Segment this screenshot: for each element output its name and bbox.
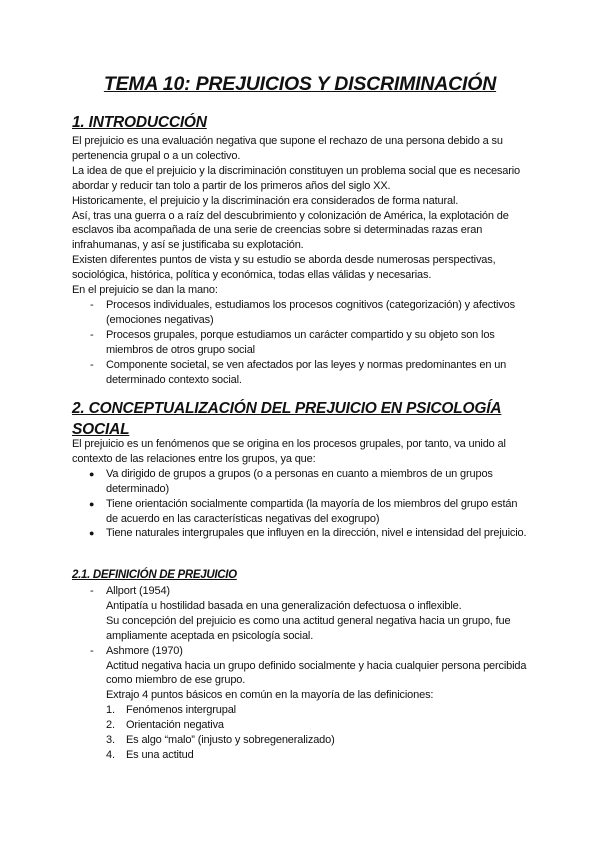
list-item: ● Va dirigido de grupos a grupos (o a personas en cuanto a miembros de un grupos determinado) [89,467,493,495]
dash-marker: - [90,328,94,341]
dash-list [72,298,532,387]
dash-marker: - [90,585,94,597]
subsection-definicion-body [72,584,532,763]
author-name: Allport (1954) [106,585,170,597]
paragraph: El prejuicio es un fenómenos que se origina en los procesos grupales, por tanto, va unido al contexto de las relaciones entre los grupos, ya que: [72,438,506,465]
bullet-marker: ● [89,498,95,509]
list-item: 4. Es una actitud [106,748,194,761]
numbered-list [72,703,532,763]
paragraph: La idea de que el prejuicio y la discriminación constituyen un problema social que es necesario abordar y reducir tan tolo a partir de los primeros años del siglo XX. [72,164,521,192]
bullet-marker: ● [89,528,95,539]
list-item: ● Tiene naturales intergrupales que influyen en la dirección, nivel e intensidad del prejuicio. [89,527,527,540]
list-item: 1. Fenómenos intergrupal [106,704,236,717]
paragraph: Así, tras una guerra o a raíz del descubrimiento y colonización de América, la explotación de esclavos iba acompañada de una serie de creencias sobre si determinadas razas eran infrahumanas, y así se justificaba su explotación. [72,209,509,252]
list-item: - Componente societal, se ven afectados por las leyes y normas predominantes en un determinado contexto social. [90,358,507,386]
list-item-ashmore: - Ashmore (1970) Actitud negativa hacia un grupo definido socialmente y hacia cualquier persona percibida como miembro de ese grupo. Extrajo 4 puntos básicos en común en la mayoría de las definiciones: [72,644,532,704]
dash-marker: - [90,644,94,657]
list-item: ● Tiene orientación socialmente compartida (la mayoría de los miembros del grupo están de acuerdo en las características negativas del exogrupo) [89,497,518,525]
bullet-marker: ● [89,468,95,479]
list-item: 3. Es algo “malo” (injusto y sobregeneralizado) [106,734,335,747]
section-heading-conceptualizacion: 2. CONCEPTUALIZACIÓN DEL PREJUICIO EN PSICOLOGÍA SOCIAL [72,400,502,438]
document-title: TEMA 10: PREJUICIOS Y DISCRIMINACIÓN [103,73,497,95]
section-introduccion-body [72,134,532,387]
list-item-allport: - Allport (1954) Antipatía u hostilidad basada en una generalización defectuosa o inflexible. Su concepción del prejuicio es como una actitud general negativa hacia un grupo, fue ampliamente aceptada en psicología social. [72,584,532,644]
section-conceptualizacion-body [72,437,532,541]
dash-marker: - [90,298,94,311]
list-item: - Procesos individuales, estudiamos los procesos cognitivos (categorización) y afectivos (emociones negativas) [90,298,515,326]
list-item: - Procesos grupales, porque estudiamos un carácter compartido y su objeto son los miembros de otros grupo social [90,328,495,356]
paragraph: El prejuicio es una evaluación negativa que supone el rechazo de una persona debido a su pertenencia grupal o a un colectivo. [72,135,503,162]
paragraph: Historicamente, el prejuicio y la discriminación era considerados de forma natural. [72,194,459,207]
author-name: Ashmore (1970) [106,644,183,657]
paragraph: Existen diferentes puntos de vista y su estudio se aborda desde numerosas perspectivas, sociológica, histórica, política y económica, todas ellas válidas y necesarias. [72,254,496,282]
bullet-list [72,467,532,542]
dash-marker: - [90,358,94,371]
dash-list [72,584,532,703]
subsection-heading-definicion: 2.1. DEFINICIÓN DE PREJUICIO [72,569,237,581]
section-heading-introduccion: 1. INTRODUCCIÓN [72,114,207,131]
list-item: 2. Orientación negativa [106,719,224,732]
paragraph: En el prejuicio se dan la mano: [72,284,218,297]
